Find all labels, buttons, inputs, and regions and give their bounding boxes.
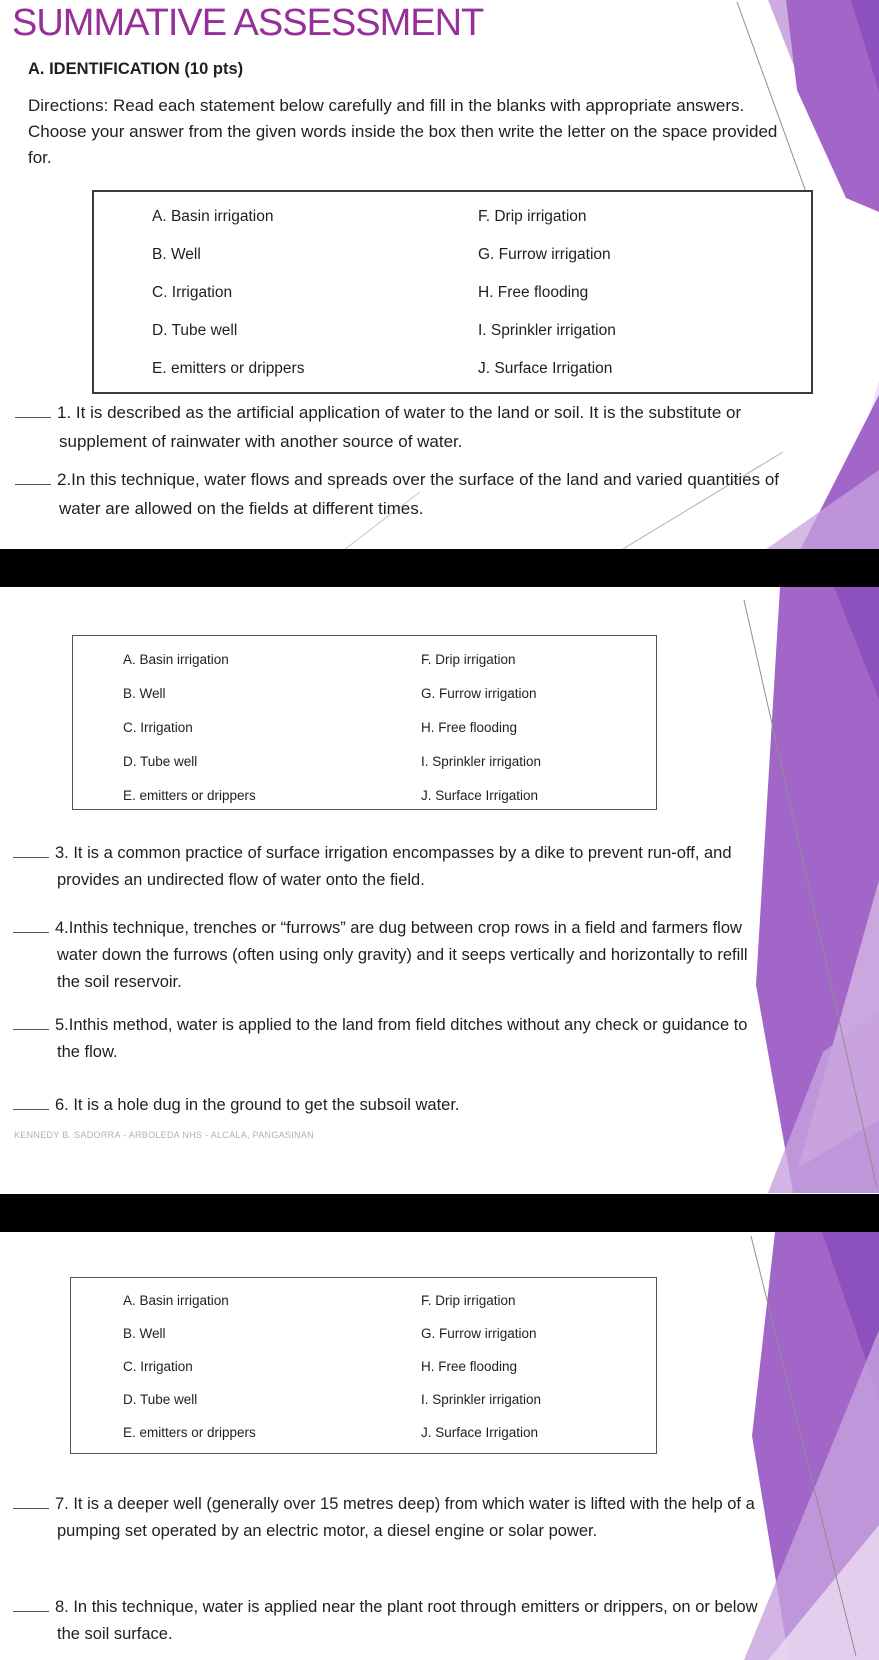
word-bank-item: J. Surface Irrigation <box>421 788 539 803</box>
word-bank-item: H. Free flooding <box>421 1359 518 1374</box>
word-bank-item: D. Tube well <box>123 754 198 769</box>
word-bank-column-right <box>478 192 616 388</box>
word-bank-item: I. Sprinkler irrigation <box>478 322 616 339</box>
word-bank-item: B. Well <box>123 686 166 701</box>
word-bank-item: A. Basin irrigation <box>123 652 229 667</box>
word-bank-item: C. Irrigation <box>123 720 193 735</box>
question-2 <box>15 465 804 523</box>
word-bank-box-2 <box>72 635 657 810</box>
word-bank-box-1 <box>92 190 813 394</box>
question-text: 3. It is a common practice of surface irrigation encompasses by a dike to prevent run-off, and provides an undirected flow of water onto the field. <box>55 844 732 889</box>
question-5 <box>13 1012 767 1066</box>
word-bank-item: I. Sprinkler irrigation <box>421 754 542 769</box>
word-bank-item: D. Tube well <box>152 322 238 339</box>
word-bank-item: C. Irrigation <box>123 1359 193 1374</box>
word-bank-item: A. Basin irrigation <box>152 208 274 225</box>
question-text: 2.In this technique, water flows and spreads over the surface of the land and varied quantities of water are allowed on the fields at different times. <box>57 470 779 518</box>
word-bank-column-right <box>421 1278 541 1449</box>
word-bank-item: D. Tube well <box>123 1392 198 1407</box>
question-8 <box>13 1594 772 1648</box>
word-bank-column-left <box>152 192 304 388</box>
word-bank-item: E. emitters or drippers <box>123 788 256 803</box>
word-bank-item: G. Furrow irrigation <box>421 1326 537 1341</box>
answer-blank <box>13 1495 49 1509</box>
question-6 <box>13 1092 767 1119</box>
word-bank-item: B. Well <box>152 246 201 263</box>
word-bank-item: E. emitters or drippers <box>152 360 305 377</box>
answer-blank <box>13 919 49 933</box>
word-bank-item: H. Free flooding <box>478 284 589 301</box>
question-7 <box>13 1491 772 1545</box>
answer-blank <box>13 1598 49 1612</box>
word-bank-item: H. Free flooding <box>421 720 518 735</box>
question-text: 1. It is described as the artificial application of water to the land or soil. It is the substitute or supplement of rainwater with another source of water. <box>57 403 742 451</box>
question-text: 5.Inthis method, water is applied to the land from field ditches without any check or guidance to the flow. <box>55 1016 748 1061</box>
directions-text: Directions: Read each statement below carefully and fill in the blanks with appropriate answers. Choose your answer from the given words inside the box then write the letter on the space provided for. <box>28 96 778 167</box>
word-bank-item: J. Surface Irrigation <box>421 1425 539 1440</box>
word-bank-item: I. Sprinkler irrigation <box>421 1392 542 1407</box>
section-heading: A. IDENTIFICATION (10 pts) <box>28 60 244 78</box>
question-3 <box>13 840 767 894</box>
answer-blank <box>15 404 51 418</box>
question-text: 6. It is a hole dug in the ground to get the subsoil water. <box>55 1096 460 1114</box>
word-bank-item: G. Furrow irrigation <box>421 686 537 701</box>
word-bank-item: B. Well <box>123 1326 166 1341</box>
word-bank-item: F. Drip irrigation <box>421 652 516 667</box>
word-bank-item: J. Surface Irrigation <box>478 360 613 377</box>
answer-blank <box>13 1096 49 1110</box>
question-text: 7. It is a deeper well (generally over 15 metres deep) from which water is lifted with the help of a pumping set operated by an electric motor, a diesel engine or solar power. <box>55 1495 755 1540</box>
word-bank-column-left <box>123 636 256 813</box>
word-bank-column-right <box>421 636 541 813</box>
word-bank-item: F. Drip irrigation <box>421 1293 516 1308</box>
word-bank-box-3 <box>70 1277 657 1454</box>
question-text: 4.Inthis technique, trenches or “furrows” are dug between crop rows in a field and farmers flow water down the furrows (often using only gravity) and it seeps vertically and horizontally to refill the soil reservoir. <box>55 919 748 991</box>
answer-blank <box>13 1016 49 1030</box>
word-bank-item: G. Furrow irrigation <box>478 246 611 263</box>
footer-credit: KENNEDY B. SADORRA - ARBOLEDA NHS - ALCALA, PANGASINAN <box>14 1130 314 1140</box>
page-title: SUMMATIVE ASSESSMENT <box>12 2 484 44</box>
answer-blank <box>15 471 51 485</box>
word-bank-item: E. emitters or drippers <box>123 1425 256 1440</box>
word-bank-column-left <box>123 1278 256 1449</box>
question-text: 8. In this technique, water is applied near the plant root through emitters or drippers, on or below the soil surface. <box>55 1598 758 1643</box>
question-4 <box>13 915 767 996</box>
word-bank-item: A. Basin irrigation <box>123 1293 229 1308</box>
answer-blank <box>13 844 49 858</box>
question-1 <box>15 398 804 456</box>
word-bank-item: F. Drip irrigation <box>478 208 587 225</box>
word-bank-item: C. Irrigation <box>152 284 233 301</box>
